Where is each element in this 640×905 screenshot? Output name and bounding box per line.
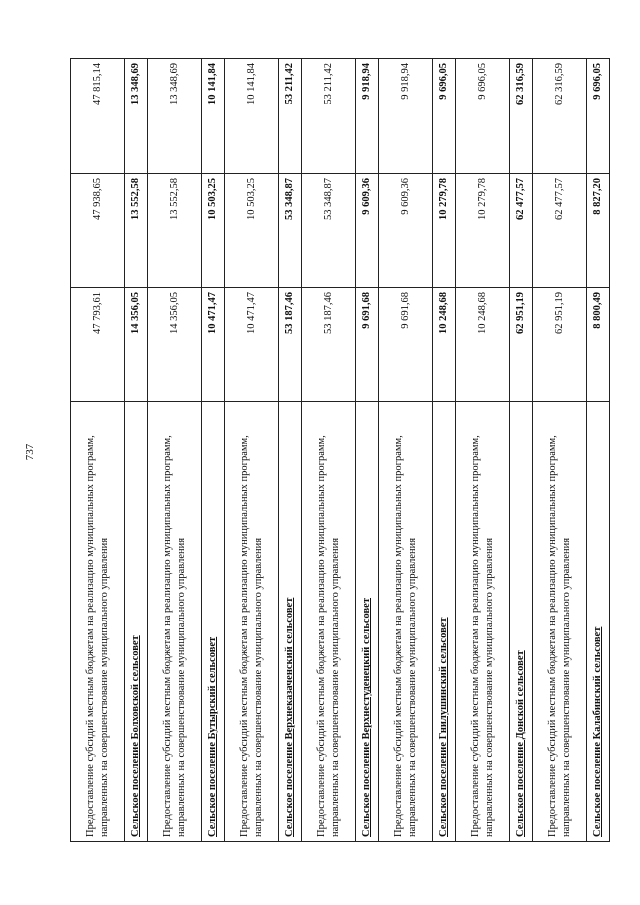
row-name-cell: Предоставление субсидий местным бюджетам на реализацию муниципальных программ, направленных на совершенствование муниципального управления — [379, 402, 433, 842]
page-number: 737 — [24, 443, 36, 461]
settlement-row — [125, 59, 148, 842]
value-cell-1: 8 800,49 — [587, 288, 610, 402]
row-name-cell: Предоставление субсидий местным бюджетам на реализацию муниципальных программ, направленных на совершенствование муниципального управления — [456, 402, 510, 842]
row-name-cell: Предоставление субсидий местным бюджетам на реализацию муниципальных программ, направленных на совершенствование муниципального управления — [302, 402, 356, 842]
value-cell-3: 10 141,84 — [202, 59, 225, 174]
value-cell-3: 9 918,94 — [379, 59, 433, 174]
value-cell-2: 53 348,87 — [302, 174, 356, 288]
value-cell-2: 10 279,78 — [433, 174, 456, 288]
row-name-cell: Предоставление субсидий местным бюджетам на реализацию муниципальных программ, направленных на совершенствование муниципального управления — [533, 402, 587, 842]
value-cell-2: 10 279,78 — [456, 174, 510, 288]
value-cell-1: 10 471,47 — [202, 288, 225, 402]
budget-table — [70, 58, 610, 842]
settlement-row — [433, 59, 456, 842]
value-cell-1: 9 691,68 — [379, 288, 433, 402]
value-cell-3: 9 696,05 — [456, 59, 510, 174]
value-cell-3: 10 141,84 — [225, 59, 279, 174]
value-cell-3: 62 316,59 — [533, 59, 587, 174]
value-cell-2: 13 552,58 — [125, 174, 148, 288]
settlement-row — [587, 59, 610, 842]
row-name-cell: Сельское поселение Бутырский сельсовет — [202, 402, 225, 842]
value-cell-2: 10 503,25 — [202, 174, 225, 288]
value-cell-1: 62 951,19 — [510, 288, 533, 402]
row-name-cell: Предоставление субсидий местным бюджетам на реализацию муниципальных программ, направленных на совершенствование муниципального управления — [71, 402, 125, 842]
value-cell-2: 53 348,87 — [279, 174, 302, 288]
row-name-cell: Предоставление субсидий местным бюджетам на реализацию муниципальных программ, направленных на совершенствование муниципального управления — [148, 402, 202, 842]
settlement-row — [279, 59, 302, 842]
value-cell-1: 9 691,68 — [356, 288, 379, 402]
row-name-cell: Сельское поселение Верхнеказаченский сельсовет — [279, 402, 302, 842]
settlement-row — [510, 59, 533, 842]
subsidy-row — [302, 59, 356, 842]
settlement-row — [356, 59, 379, 842]
value-cell-1: 14 356,05 — [125, 288, 148, 402]
value-cell-1: 10 248,68 — [456, 288, 510, 402]
value-cell-1: 10 471,47 — [225, 288, 279, 402]
value-cell-3: 47 815,14 — [71, 59, 125, 174]
value-cell-1: 62 951,19 — [533, 288, 587, 402]
subsidy-row — [71, 59, 125, 842]
value-cell-2: 10 503,25 — [225, 174, 279, 288]
value-cell-3: 9 696,05 — [587, 59, 610, 174]
value-cell-3: 53 211,42 — [302, 59, 356, 174]
value-cell-1: 53 187,46 — [302, 288, 356, 402]
row-name-cell: Сельское поселение Гнилушинский сельсовет — [433, 402, 456, 842]
value-cell-1: 14 356,05 — [148, 288, 202, 402]
subsidy-row — [225, 59, 279, 842]
value-cell-2: 47 938,65 — [71, 174, 125, 288]
value-cell-3: 62 316,59 — [510, 59, 533, 174]
value-cell-2: 9 609,36 — [379, 174, 433, 288]
value-cell-3: 13 348,69 — [125, 59, 148, 174]
value-cell-2: 8 827,20 — [587, 174, 610, 288]
subsidy-row — [379, 59, 433, 842]
row-name-cell: Сельское поселение Донской сельсовет — [510, 402, 533, 842]
value-cell-2: 13 552,58 — [148, 174, 202, 288]
subsidy-row — [148, 59, 202, 842]
subsidy-row — [533, 59, 587, 842]
budget-table-container — [70, 59, 604, 842]
row-name-cell: Сельское поселение Болховской сельсовет — [125, 402, 148, 842]
row-name-cell: Предоставление субсидий местным бюджетам на реализацию муниципальных программ, направленных на совершенствование муниципального управления — [225, 402, 279, 842]
value-cell-2: 62 477,57 — [510, 174, 533, 288]
value-cell-2: 9 609,36 — [356, 174, 379, 288]
subsidy-row — [456, 59, 510, 842]
value-cell-2: 62 477,57 — [533, 174, 587, 288]
value-cell-3: 53 211,42 — [279, 59, 302, 174]
budget-table-body — [71, 59, 610, 842]
value-cell-1: 10 248,68 — [433, 288, 456, 402]
value-cell-1: 47 793,61 — [71, 288, 125, 402]
value-cell-3: 9 696,05 — [433, 59, 456, 174]
value-cell-3: 9 918,94 — [356, 59, 379, 174]
value-cell-1: 53 187,46 — [279, 288, 302, 402]
row-name-cell: Сельское поселение Верхнестуденецкий сельсовет — [356, 402, 379, 842]
settlement-row — [202, 59, 225, 842]
value-cell-3: 13 348,69 — [148, 59, 202, 174]
row-name-cell: Сельское поселение Калабинский сельсовет — [587, 402, 610, 842]
